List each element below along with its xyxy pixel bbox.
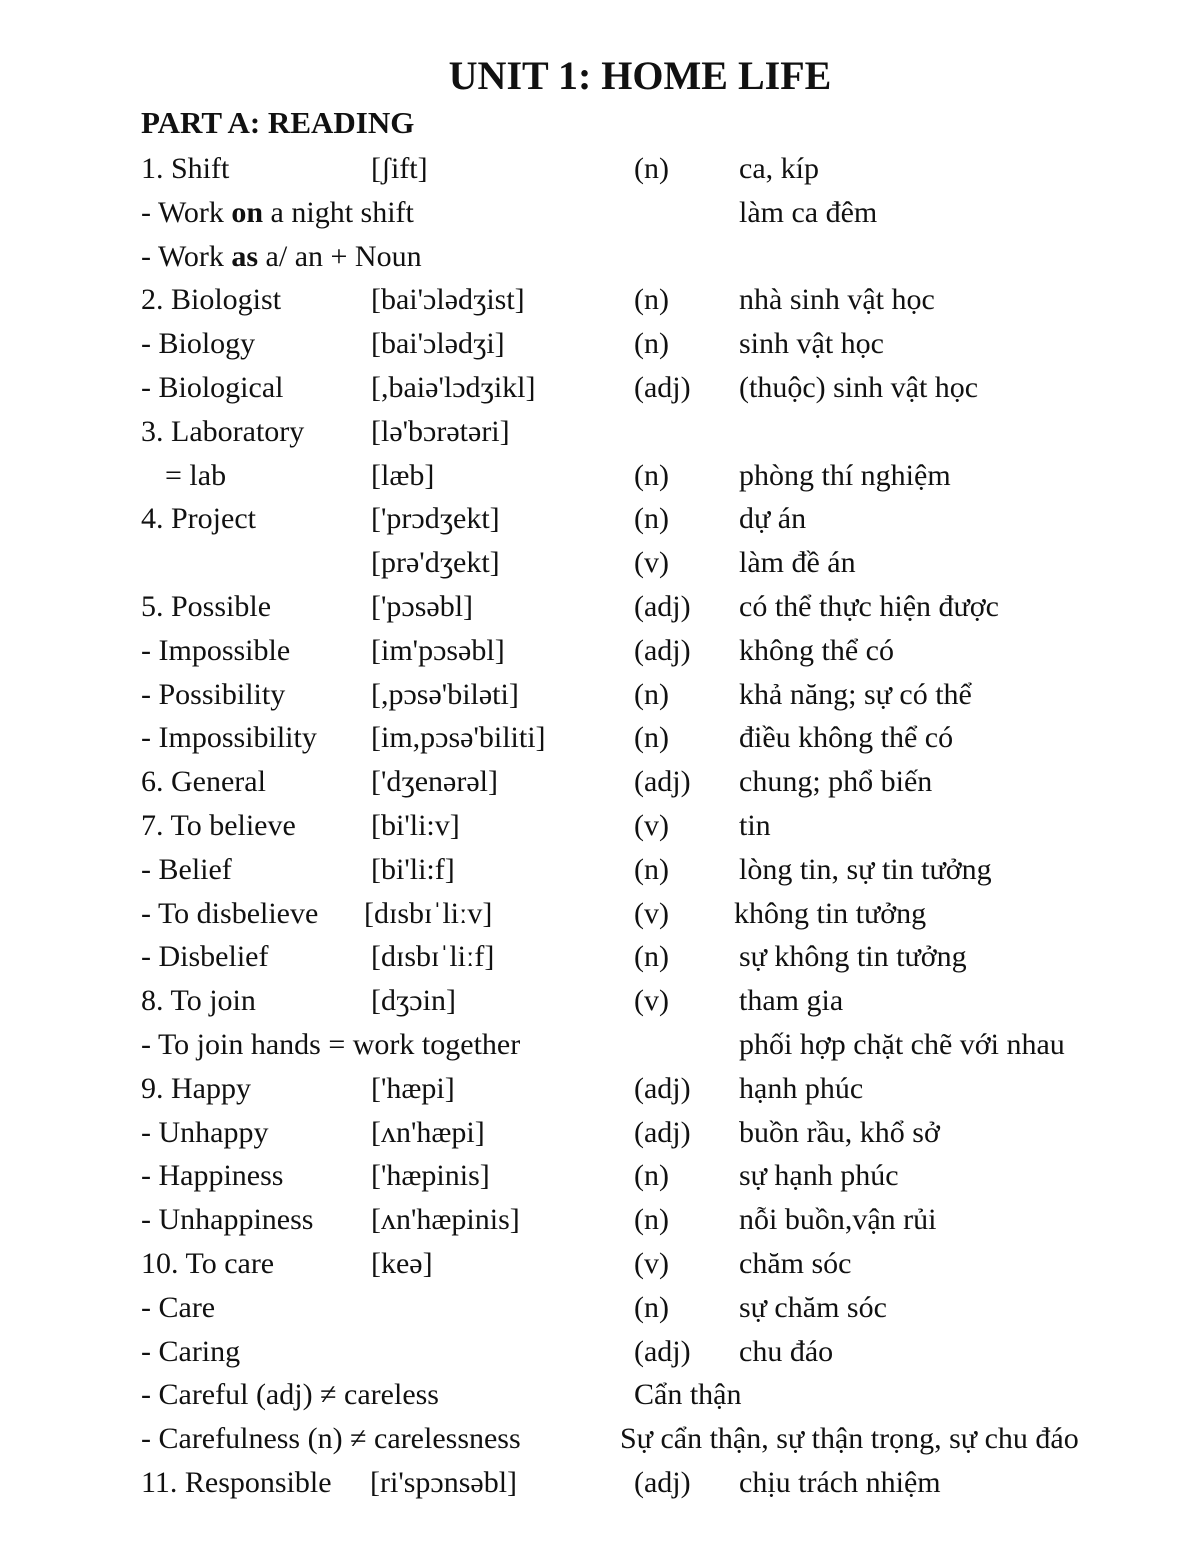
vocab-row	[0, 673, 1200, 717]
vocab-pronunciation: [ʌn'hæpinis]	[371, 1203, 520, 1237]
vocab-pronunciation: [im'pɔsəbl]	[371, 633, 505, 667]
vocab-row	[0, 1242, 1200, 1286]
vocab-row	[0, 1373, 1200, 1417]
vocab-meaning: lòng tin, sự tin tưởng	[739, 852, 992, 886]
vocab-part-of-speech: (adj)	[634, 1071, 691, 1105]
vocab-row	[0, 541, 1200, 585]
vocab-part-of-speech: (adj)	[634, 765, 691, 799]
vocab-meaning: nhà sinh vật học	[739, 283, 935, 317]
vocab-word: 10. To care	[141, 1246, 275, 1280]
vocab-row	[0, 278, 1200, 322]
vocab-word: - Biology	[141, 327, 256, 361]
section-heading: PART A: READING	[141, 105, 415, 140]
vocab-row	[0, 1286, 1200, 1330]
vocab-row	[0, 935, 1200, 979]
vocab-word: = lab	[165, 458, 227, 492]
vocab-part-of-speech: (n)	[634, 721, 669, 755]
vocab-row	[0, 235, 1200, 279]
vocab-part-of-speech: (n)	[634, 940, 669, 974]
vocab-word: - Careful (adj) ≠ careless	[141, 1378, 439, 1412]
vocab-row	[0, 804, 1200, 848]
vocab-pronunciation: [ʃift]	[371, 152, 428, 185]
vocab-meaning: không tin tưởng	[734, 896, 927, 930]
vocab-word: - Impossibility	[141, 721, 317, 755]
vocab-row	[0, 716, 1200, 760]
vocab-pronunciation: [dɪsbɪˈliːf]	[371, 940, 495, 974]
vocab-row	[0, 1154, 1200, 1198]
vocab-phrase	[141, 235, 422, 279]
vocab-meaning: sự chăm sóc	[739, 1290, 887, 1324]
vocab-pronunciation: [,pɔsə'biləti]	[371, 677, 519, 711]
vocab-row	[0, 1198, 1200, 1242]
vocab-word: - Disbelief	[141, 940, 269, 974]
phrase-part: - Work	[141, 195, 232, 229]
vocab-row	[0, 366, 1200, 410]
vocab-row	[0, 892, 1200, 936]
vocab-meaning: hạnh phúc	[739, 1071, 864, 1105]
vocab-part-of-speech: (adj)	[634, 1115, 691, 1149]
vocab-meaning: (thuộc) sinh vật học	[739, 370, 979, 404]
vocab-part-of-speech: (n)	[634, 502, 669, 536]
vocab-word: - To disbelieve	[141, 896, 319, 930]
vocab-part-of-speech: (n)	[634, 152, 669, 185]
vocab-part-of-speech: (v)	[634, 896, 669, 930]
vocab-pronunciation: ['prɔdʒekt]	[371, 502, 500, 536]
vocab-part-of-speech: (adj)	[634, 633, 691, 667]
phrase-part: a night shift	[263, 195, 414, 229]
vocab-meaning: làm ca đêm	[739, 195, 878, 229]
vocab-meaning: khả năng; sự có thể	[739, 677, 972, 711]
vocab-meaning: buồn rầu, khổ sở	[739, 1115, 940, 1149]
vocab-pronunciation: [dɪsbɪˈliːv]	[364, 896, 493, 930]
vocab-pronunciation: [bai'ɔlədʒist]	[371, 283, 525, 317]
vocab-word: - Biological	[141, 370, 284, 404]
vocab-pronunciation: [prə'dʒekt]	[371, 546, 500, 580]
phrase-part: - Work	[141, 239, 232, 273]
vocab-pronunciation: [bi'li:f]	[371, 852, 455, 886]
vocabulary-list	[0, 147, 1200, 1505]
vocab-pronunciation: [keə]	[371, 1246, 433, 1280]
vocab-word: - Care	[141, 1290, 216, 1324]
vocab-pronunciation: ['hæpinis]	[371, 1159, 490, 1193]
vocab-meaning: tham gia	[739, 984, 844, 1018]
vocab-word: - Belief	[141, 852, 232, 886]
vocab-word: - Unhappiness	[141, 1203, 314, 1237]
vocab-row	[0, 629, 1200, 673]
vocab-meaning: điều không thể có	[739, 721, 954, 755]
vocab-meaning: tin	[739, 808, 771, 842]
vocab-meaning: Cẩn thận	[634, 1378, 742, 1412]
vocab-pronunciation: ['hæpi]	[371, 1071, 455, 1105]
vocab-part-of-speech: (n)	[634, 1203, 669, 1237]
vocab-word: 11. Responsible	[141, 1465, 332, 1499]
vocab-part-of-speech: (n)	[634, 458, 669, 492]
vocab-word: - Possibility	[141, 677, 286, 711]
vocab-meaning: sự không tin tưởng	[739, 940, 967, 974]
vocab-word: - Impossible	[141, 633, 291, 667]
vocab-word: - Carefulness (n) ≠ carelessness	[141, 1422, 521, 1456]
vocab-part-of-speech: (v)	[634, 984, 669, 1018]
vocab-word: 8. To join	[141, 984, 256, 1018]
vocab-row	[0, 497, 1200, 541]
vocab-part-of-speech: (adj)	[634, 589, 691, 623]
vocab-meaning: phối hợp chặt chẽ với nhau	[739, 1027, 1065, 1061]
vocab-part-of-speech: (adj)	[634, 370, 691, 404]
vocab-meaning: có thể thực hiện được	[739, 589, 999, 623]
vocab-part-of-speech: (n)	[634, 283, 669, 317]
vocab-word: 5. Possible	[141, 589, 272, 623]
phrase-keyword: as	[231, 239, 259, 273]
vocab-pronunciation: [,baiə'lɔdʒikl]	[371, 370, 536, 404]
vocab-meaning: nỗi buồn,vận rủi	[739, 1203, 937, 1237]
vocab-phrase	[141, 191, 414, 235]
vocab-pronunciation: [bai'ɔlədʒi]	[371, 327, 505, 361]
vocab-word: - To join hands = work together	[141, 1027, 521, 1061]
vocab-meaning: chăm sóc	[739, 1246, 852, 1280]
vocab-pronunciation: [dʒɔin]	[371, 984, 456, 1018]
vocab-part-of-speech: (n)	[634, 1290, 669, 1324]
vocab-meaning: sự hạnh phúc	[739, 1159, 899, 1193]
vocab-meaning: không thể có	[739, 633, 894, 667]
vocab-meaning: dự án	[739, 502, 807, 536]
vocab-row	[0, 1330, 1200, 1374]
vocab-meaning: chu đáo	[739, 1334, 834, 1368]
vocab-pronunciation: [læb]	[371, 458, 435, 492]
vocab-row	[0, 454, 1200, 498]
vocab-meaning: sinh vật học	[739, 327, 884, 361]
vocab-part-of-speech: (n)	[634, 852, 669, 886]
vocab-part-of-speech: (n)	[634, 327, 669, 361]
vocab-word: - Happiness	[141, 1159, 284, 1193]
vocab-row	[0, 979, 1200, 1023]
vocab-word: - Caring	[141, 1334, 241, 1368]
vocab-word: 9. Happy	[141, 1071, 251, 1105]
vocab-pronunciation: [ʌn'hæpi]	[371, 1115, 485, 1149]
vocab-meaning: chung; phổ biến	[739, 765, 933, 799]
vocab-part-of-speech: (n)	[634, 1159, 669, 1193]
vocab-row	[0, 760, 1200, 804]
page-title: UNIT 1: HOME LIFE	[448, 53, 832, 98]
vocab-pronunciation: ['dʒenərəl]	[371, 765, 498, 799]
vocab-pronunciation: [ri'spɔnsəbl]	[370, 1465, 518, 1499]
vocab-pronunciation: [lə'bɔrətəri]	[371, 414, 510, 448]
vocab-row	[0, 848, 1200, 892]
vocab-row	[0, 1417, 1200, 1461]
vocab-word: 4. Project	[141, 502, 256, 536]
vocab-row	[0, 1461, 1200, 1505]
vocab-part-of-speech: (n)	[634, 677, 669, 711]
vocab-pronunciation: [bi'li:v]	[371, 808, 460, 842]
vocab-part-of-speech: (adj)	[634, 1334, 691, 1368]
vocab-pronunciation: [im,pɔsə'biliti]	[371, 721, 546, 755]
vocab-meaning: ca, kíp	[739, 152, 819, 185]
vocab-word: 7. To believe	[141, 808, 296, 842]
vocab-row	[0, 147, 1200, 191]
vocab-row	[0, 585, 1200, 629]
vocab-word: - Unhappy	[141, 1115, 269, 1149]
vocab-row	[0, 191, 1200, 235]
vocab-row	[0, 322, 1200, 366]
vocab-word: 3. Laboratory	[141, 414, 305, 448]
vocab-part-of-speech: (v)	[634, 808, 669, 842]
vocab-meaning: Sự cẩn thận, sự thận trọng, sự chu đáo	[620, 1422, 1079, 1456]
vocab-part-of-speech: (v)	[634, 1246, 669, 1280]
vocab-meaning: phòng thí nghiệm	[739, 458, 951, 492]
vocab-word: 2. Biologist	[141, 283, 282, 317]
phrase-keyword: on	[231, 195, 264, 229]
vocab-word: 6. General	[141, 765, 266, 799]
vocab-row	[0, 1067, 1200, 1111]
vocab-part-of-speech: (adj)	[634, 1465, 691, 1499]
phrase-part: a/ an + Noun	[258, 239, 422, 273]
vocab-word: 1. Shift	[141, 152, 230, 185]
vocab-part-of-speech: (v)	[634, 546, 669, 580]
vocab-meaning: chịu trách nhiệm	[739, 1465, 941, 1499]
vocab-row	[0, 1023, 1200, 1067]
vocab-row	[0, 410, 1200, 454]
vocab-meaning: làm đề án	[739, 546, 856, 580]
vocab-pronunciation: ['pɔsəbl]	[371, 589, 474, 623]
vocab-row	[0, 1111, 1200, 1155]
